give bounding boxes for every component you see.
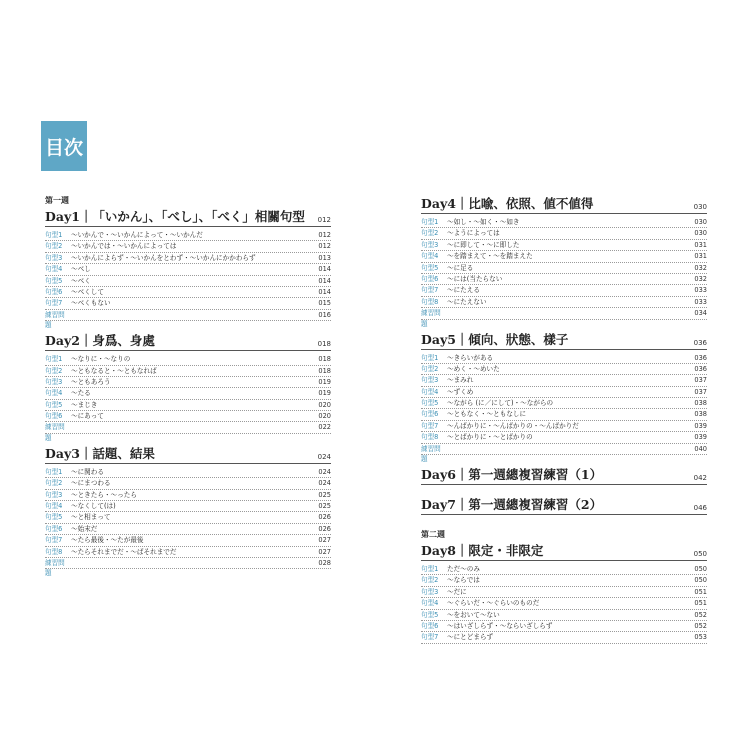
entry-page-number: 036 [694,353,707,362]
entry-page-number: 028 [318,558,331,567]
entry-page-number: 018 [318,355,331,364]
heading-rule [45,226,331,227]
toc-entry[interactable] [421,240,707,251]
toc-entry[interactable] [421,398,707,409]
day-title: Day5｜傾向、狀態、樣子 [421,331,569,347]
entry-label: 句型4 [45,389,63,398]
entry-text: 〜べく [71,276,91,285]
day-heading[interactable] [45,334,331,351]
entry-text: 〜べくもない [71,299,111,308]
entry-label: 句型5 [45,276,63,285]
toc-entry[interactable] [421,564,707,575]
entry-text: 〜ようによっては [447,229,500,238]
entry-label: 句型1 [45,355,63,364]
week-label-2: 第二週 [421,529,445,540]
entry-label: 句型4 [421,387,439,396]
day-heading[interactable] [421,197,707,214]
entry-label: 句型6 [421,274,439,283]
entry-text: 〜んばかりに・〜んばかりの・〜んばかりだ [447,421,579,430]
entry-text: 〜に関わる [71,467,104,476]
toc-entry[interactable] [45,230,331,241]
entry-label: 句型7 [421,633,439,642]
entry-page-number: 039 [694,433,707,442]
entry-page-number: 031 [694,240,707,249]
entry-page-number: 033 [694,297,707,306]
entry-text: 〜に足る [447,263,474,272]
toc-entry[interactable] [421,251,707,262]
entry-text: 〜だに [447,587,467,596]
entry-page-number: 037 [694,376,707,385]
entry-page-number: 038 [694,410,707,419]
entry-text: 〜きらいがある [447,353,494,362]
entry-page-number: 026 [318,524,331,533]
entry-text: 〜めく・〜めいた [447,364,500,373]
toc-entry[interactable] [45,276,331,287]
entry-label: 練習問題 [421,309,441,328]
toc-entry[interactable] [421,409,707,420]
entry-label: 句型6 [45,412,63,421]
entry-label: 句型7 [421,286,439,295]
day-heading[interactable] [421,498,707,515]
entry-label: 句型3 [45,377,63,386]
entry-text: 〜を踏まえて・〜を踏まえた [447,252,533,261]
toc-entry[interactable] [45,422,331,442]
toc-entry[interactable] [421,308,707,328]
entry-label: 句型5 [421,263,439,272]
entry-label: 句型2 [45,479,63,488]
entry-text: 〜たる [71,389,91,398]
entry-label: 句型1 [421,218,439,226]
entry-label: 句型6 [45,287,63,296]
entry-text: 〜ずくめ [447,387,474,396]
entry-label: 句型2 [421,364,439,373]
entry-page-number: 036 [694,364,707,373]
entry-label: 句型4 [45,265,63,274]
day-heading[interactable] [45,447,331,464]
toc-entry[interactable] [45,501,331,512]
entry-label: 句型5 [45,400,63,409]
toc-entry[interactable] [45,411,331,422]
entry-text: 〜はいざしらず・〜ならいざしらず [447,621,553,630]
day-page-number: 024 [317,452,331,461]
toc-entry[interactable] [45,310,331,330]
entry-page-number: 025 [318,490,331,499]
day-title: Day3｜話題、結果 [45,445,155,461]
day-title: Day7｜第一週總複習練習（2） [421,497,603,513]
entry-label: 句型7 [421,421,439,430]
toc-title: 目次 [41,121,87,171]
entry-label: 句型6 [421,410,439,419]
day-page-number: 046 [693,504,707,513]
entry-label: 句型8 [421,433,439,442]
entry-text: 〜ながら (に／にして)・〜ながらの [447,399,554,408]
day-page-number: 030 [693,203,707,211]
toc-left-column [45,195,331,578]
entry-text: 〜べし [71,265,91,274]
toc-entry[interactable] [45,388,331,399]
entry-label: 句型7 [45,536,63,545]
toc-entry[interactable] [45,253,331,264]
item-list [421,217,707,328]
entry-label: 句型5 [421,610,439,619]
entry-page-number: 022 [318,423,331,432]
entry-label: 句型2 [45,366,63,375]
toc-entry[interactable] [421,263,707,274]
heading-rule [45,463,331,464]
entry-text: 〜ならでは [447,576,480,585]
toc-entry[interactable] [421,285,707,296]
entry-label: 練習問題 [421,444,441,464]
toc-entry[interactable] [45,354,331,365]
heading-rule [421,514,707,515]
entry-page-number: 014 [318,276,331,285]
entry-text: 〜に即して・〜に即した [447,240,520,249]
heading-rule [421,484,707,485]
entry-text: 〜ともなると・〜ともなれば [71,366,157,375]
entry-text: 〜如し・〜如く・〜如き [447,218,520,226]
entry-page-number: 037 [694,387,707,396]
entry-text: 〜ぐらいだ・〜ぐらいのものだ [447,599,540,608]
day-title: Day1｜「いかん」、「べし」、「べく」相關句型 [45,209,305,224]
entry-page-number: 020 [318,412,331,421]
day-page-number: 042 [693,474,707,483]
entry-page-number: 050 [694,576,707,585]
week-label: 第一週 [45,195,69,205]
entry-label: 句型2 [45,242,63,251]
entry-page-number: 030 [694,229,707,238]
toc-entry[interactable] [45,298,331,309]
toc-entry[interactable] [421,444,707,464]
day-heading[interactable] [45,210,331,227]
toc-entry[interactable] [421,387,707,398]
entry-page-number: 016 [318,310,331,319]
entry-page-number: 014 [318,265,331,274]
entry-text: 〜たら最後・〜たが最後 [71,536,144,545]
day-page-number: 050 [693,550,707,559]
entry-page-number: 024 [318,467,331,476]
toc-entry[interactable] [45,264,331,275]
entry-page-number: 034 [694,309,707,318]
heading-rule [421,560,707,561]
toc-entry[interactable] [45,524,331,535]
day-title: Day8｜限定・非限定 [421,543,544,559]
day-title: Day4｜比喩、依照、値不値得 [421,196,594,211]
entry-page-number: 027 [318,547,331,556]
toc-entry[interactable] [45,490,331,501]
entry-text: 〜いかんによらず・〜いかんをとわず・〜いかんにかかわらず [71,253,256,262]
entry-page-number: 014 [318,287,331,296]
toc-entry[interactable] [421,632,707,643]
entry-page-number: 040 [694,444,707,453]
entry-label: 句型4 [45,502,63,511]
item-list [421,353,707,464]
toc-entry[interactable] [421,621,707,632]
heading-rule [421,213,707,214]
entry-label: 練習問題 [45,310,65,330]
entry-page-number: 033 [694,286,707,295]
entry-page-number: 052 [694,610,707,619]
entry-page-number: 012 [318,231,331,239]
toc-entry[interactable] [421,432,707,443]
entry-label: 句型2 [421,576,439,585]
entry-text: 〜をおいて〜ない [447,610,500,619]
entry-text: 〜ともあろう [71,377,111,386]
entry-page-number: 051 [694,587,707,596]
entry-text: 〜なくして(は) [71,502,116,511]
toc-entry[interactable] [45,547,331,558]
entry-text: 〜ときたら・〜ったら [71,490,137,499]
heading-rule [421,349,707,350]
entry-page-number: 027 [318,536,331,545]
entry-page-number: 053 [694,633,707,642]
toc-entry[interactable] [421,297,707,308]
entry-text: 〜べくして [71,287,104,296]
toc-entry[interactable] [45,467,331,478]
entry-page-number: 013 [318,253,331,262]
entry-text: 〜にたえる [447,286,480,295]
toc-entry[interactable] [421,421,707,432]
entry-label: 句型4 [421,252,439,261]
entry-page-number: 015 [318,299,331,308]
toc-entry[interactable] [45,400,331,411]
toc-entry[interactable] [45,478,331,489]
entry-label: 句型4 [421,599,439,608]
day-heading[interactable] [421,544,707,561]
right-day-list-2 [421,544,707,644]
entry-page-number: 024 [318,479,331,488]
entry-page-number: 038 [694,399,707,408]
entry-label: 句型3 [421,587,439,596]
item-list [421,564,707,644]
entry-text: 〜とばかりに・〜とばかりの [447,433,533,442]
entry-page-number: 019 [318,389,331,398]
entry-page-number: 026 [318,513,331,522]
entry-label: 句型1 [45,231,63,239]
entry-text: 〜にたえない [447,297,487,306]
entry-label: 句型7 [45,299,63,308]
entry-page-number: 020 [318,400,331,409]
toc-entry[interactable] [421,587,707,598]
toc-entry[interactable] [45,366,331,377]
entry-label: 句型3 [45,253,63,262]
entry-text: 〜いかんで・〜いかんによって・〜いかんだ [71,231,203,239]
entry-text: 〜まじき [71,400,98,409]
entry-text: 〜にあって [71,412,104,421]
entry-label: 練習問題 [45,558,65,578]
toc-entry[interactable] [45,241,331,252]
toc-entry[interactable] [421,598,707,609]
entry-page-number: 032 [694,274,707,283]
entry-label: 句型6 [421,621,439,630]
entry-page-number: 030 [694,218,707,226]
toc-entry[interactable] [45,287,331,298]
entry-page-number: 052 [694,621,707,630]
toc-entry[interactable] [421,575,707,586]
right-day-list [421,197,707,515]
entry-label: 句型3 [421,376,439,385]
toc-right-column [421,193,707,644]
toc-entry[interactable] [421,375,707,386]
entry-label: 練習問題 [45,423,65,442]
entry-label: 句型1 [421,353,439,362]
entry-text: 〜まみれ [447,376,474,385]
toc-entry[interactable] [421,364,707,375]
entry-page-number: 018 [318,366,331,375]
item-list [45,467,331,578]
left-day-list [45,209,331,578]
entry-page-number: 025 [318,502,331,511]
entry-text: ただ〜のみ [447,565,480,574]
entry-text: 〜と相まって [71,513,111,522]
toc-entry[interactable] [421,610,707,621]
entry-label: 句型1 [45,467,63,476]
entry-text: 〜始末だ [71,524,98,533]
entry-text: 〜なりに・〜なりの [71,355,131,364]
entry-text: 〜にとどまらず [447,633,494,642]
entry-label: 句型5 [421,399,439,408]
toc-entry[interactable] [421,353,707,364]
entry-label: 句型1 [421,565,439,574]
entry-label: 句型6 [45,524,63,533]
entry-label: 句型8 [421,297,439,306]
entry-label: 句型3 [421,240,439,249]
day-title: Day2｜身爲、身處 [45,333,155,349]
toc-entry[interactable] [45,535,331,546]
entry-label: 句型5 [45,513,63,522]
toc-entry[interactable] [421,217,707,228]
toc-entry[interactable] [45,558,331,578]
entry-page-number: 012 [318,242,331,251]
entry-label: 句型3 [45,490,63,499]
entry-page-number: 019 [318,377,331,386]
entry-page-number: 032 [694,263,707,272]
entry-text: 〜いかんでは・〜いかんによっては [71,242,177,251]
item-list [45,354,331,442]
entry-page-number: 031 [694,252,707,261]
item-list [45,230,331,330]
entry-text: 〜たらそれまでだ・〜ばそれまでだ [71,547,177,556]
day-page-number: 012 [317,216,331,224]
toc-entry[interactable] [421,274,707,285]
day-page-number: 018 [317,340,331,349]
day-heading[interactable] [421,468,707,485]
entry-text: 〜ともなく・〜ともなしに [447,410,527,419]
day-heading[interactable] [421,333,707,350]
day-page-number: 036 [693,338,707,347]
entry-label: 句型2 [421,229,439,238]
entry-page-number: 050 [694,565,707,574]
entry-page-number: 039 [694,421,707,430]
entry-label: 句型8 [45,547,63,556]
heading-rule [45,350,331,351]
day-title: Day6｜第一週總複習練習（1） [421,467,603,483]
entry-text: 〜にまつわる [71,479,111,488]
entry-page-number: 051 [694,599,707,608]
toc-entry[interactable] [421,228,707,239]
toc-entry[interactable] [45,512,331,523]
toc-entry[interactable] [45,377,331,388]
entry-text: 〜には(当たらない [447,274,503,283]
